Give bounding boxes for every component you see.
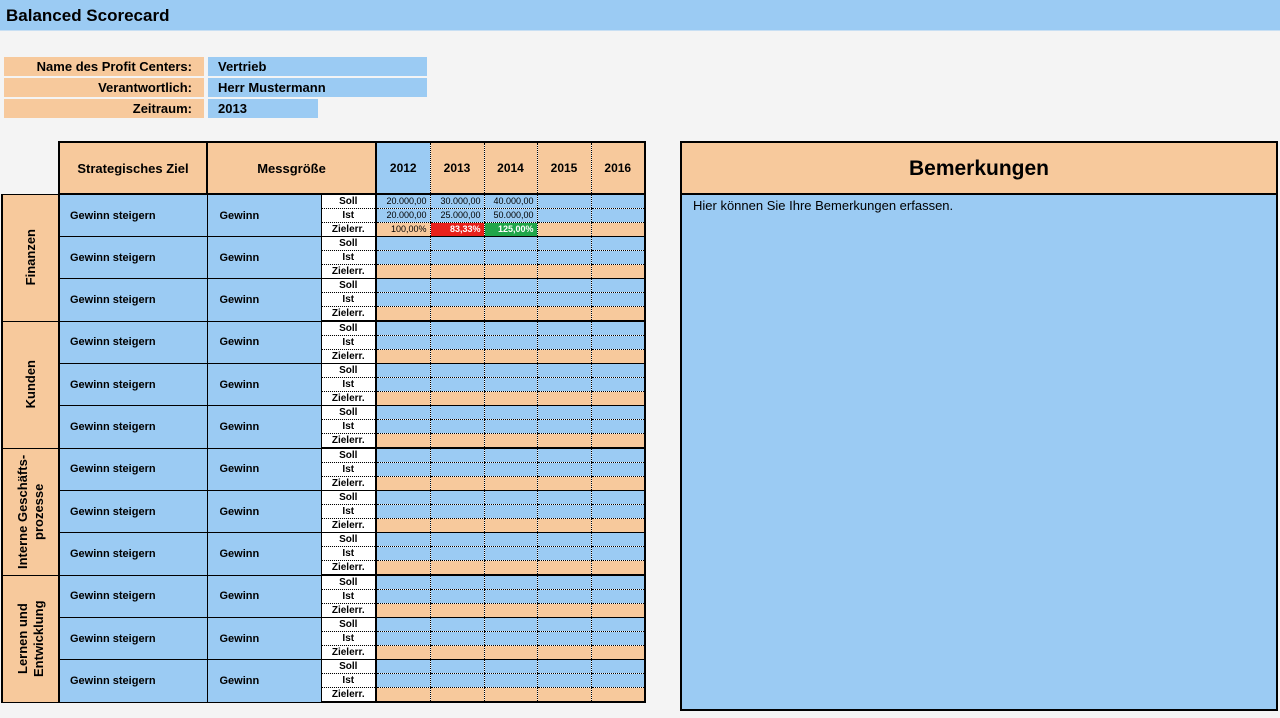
value-cell[interactable] xyxy=(430,251,484,265)
value-cell[interactable] xyxy=(537,350,591,364)
row-kind-label: Soll xyxy=(321,406,376,420)
value-cell[interactable] xyxy=(376,336,430,350)
goal-cell[interactable]: Gewinn steigern xyxy=(59,448,207,491)
value-cell[interactable]: 50.000,00 xyxy=(484,209,537,223)
value-cell[interactable] xyxy=(591,477,645,491)
goal-cell[interactable]: Gewinn steigern xyxy=(59,237,207,279)
info-value-responsible[interactable]: Herr Mustermann xyxy=(208,78,427,97)
value-cell[interactable] xyxy=(591,336,645,350)
measure-cell[interactable]: Gewinn xyxy=(207,660,321,703)
row-kind-label: Ist xyxy=(321,547,376,561)
value-cell[interactable] xyxy=(376,590,430,604)
value-cell[interactable] xyxy=(430,448,484,463)
value-cell[interactable] xyxy=(430,237,484,251)
value-cell[interactable] xyxy=(376,674,430,688)
value-cell[interactable] xyxy=(430,279,484,293)
col-header-year: 2014 xyxy=(484,142,537,194)
value-cell[interactable] xyxy=(430,533,484,547)
value-cell[interactable] xyxy=(537,194,591,209)
value-cell[interactable] xyxy=(484,575,537,590)
value-cell[interactable]: 20.000,00 xyxy=(376,194,430,209)
value-cell[interactable] xyxy=(376,604,430,618)
value-cell[interactable] xyxy=(376,491,430,505)
value-cell[interactable] xyxy=(591,378,645,392)
value-cell[interactable]: 100,00% xyxy=(376,223,430,237)
value-cell[interactable] xyxy=(484,307,537,322)
row-kind-label: Zielerr. xyxy=(321,265,376,279)
row-kind-label: Zielerr. xyxy=(321,646,376,660)
value-cell[interactable] xyxy=(430,618,484,632)
goal-cell[interactable]: Gewinn steigern xyxy=(59,660,207,703)
value-cell[interactable] xyxy=(430,688,484,703)
value-cell[interactable] xyxy=(376,350,430,364)
value-cell[interactable] xyxy=(430,265,484,279)
row-kind-label: Zielerr. xyxy=(321,477,376,491)
value-cell[interactable] xyxy=(537,364,591,378)
info-value-period[interactable]: 2013 xyxy=(208,99,318,118)
value-cell[interactable] xyxy=(591,688,645,703)
value-cell[interactable] xyxy=(376,251,430,265)
value-cell[interactable] xyxy=(484,688,537,703)
value-cell[interactable] xyxy=(376,265,430,279)
col-header-year: 2015 xyxy=(537,142,591,194)
value-cell[interactable] xyxy=(376,575,430,590)
value-cell[interactable] xyxy=(591,209,645,223)
row-kind-label: Soll xyxy=(321,279,376,293)
remarks-title: Bemerkungen xyxy=(682,143,1276,195)
value-cell[interactable] xyxy=(591,420,645,434)
value-cell[interactable] xyxy=(430,364,484,378)
page-title: Balanced Scorecard xyxy=(6,6,170,25)
info-label-period: Zeitraum: xyxy=(4,99,204,118)
row-kind-label: Soll xyxy=(321,237,376,251)
value-cell[interactable] xyxy=(430,519,484,533)
value-cell[interactable] xyxy=(537,392,591,406)
goal-cell[interactable]: Gewinn steigern xyxy=(59,491,207,533)
value-cell[interactable] xyxy=(484,547,537,561)
value-cell[interactable] xyxy=(376,477,430,491)
value-cell[interactable]: 40.000,00 xyxy=(484,194,537,209)
value-cell[interactable] xyxy=(591,646,645,660)
row-kind-label: Ist xyxy=(321,378,376,392)
value-cell[interactable] xyxy=(484,364,537,378)
value-cell[interactable] xyxy=(591,223,645,237)
value-cell[interactable] xyxy=(537,336,591,350)
value-cell[interactable] xyxy=(484,646,537,660)
row-kind-label: Zielerr. xyxy=(321,519,376,533)
row-kind-label: Soll xyxy=(321,321,376,336)
col-header-year: 2016 xyxy=(591,142,645,194)
goal-cell[interactable]: Gewinn steigern xyxy=(59,279,207,322)
value-cell[interactable] xyxy=(591,575,645,590)
goal-cell[interactable]: Gewinn steigern xyxy=(59,194,207,237)
value-cell[interactable] xyxy=(376,561,430,576)
value-cell[interactable] xyxy=(484,336,537,350)
value-cell[interactable] xyxy=(537,223,591,237)
value-cell[interactable] xyxy=(591,251,645,265)
col-header-measure: Messgröße xyxy=(207,142,376,194)
value-cell[interactable] xyxy=(484,561,537,576)
value-cell[interactable] xyxy=(537,307,591,322)
value-cell[interactable] xyxy=(591,364,645,378)
value-cell[interactable] xyxy=(591,618,645,632)
value-cell[interactable] xyxy=(484,321,537,336)
value-cell[interactable] xyxy=(376,434,430,449)
row-kind-label: Soll xyxy=(321,364,376,378)
row-kind-label: Soll xyxy=(321,660,376,674)
value-cell[interactable] xyxy=(376,688,430,703)
value-cell[interactable] xyxy=(591,321,645,336)
value-cell[interactable] xyxy=(484,251,537,265)
value-cell[interactable] xyxy=(484,477,537,491)
row-kind-label: Soll xyxy=(321,575,376,590)
value-cell[interactable] xyxy=(484,632,537,646)
perspective-label: Lernen und Entwicklung xyxy=(2,575,59,702)
value-cell[interactable] xyxy=(484,463,537,477)
value-cell[interactable] xyxy=(376,321,430,336)
value-cell[interactable] xyxy=(537,434,591,449)
row-kind-label: Ist xyxy=(321,463,376,477)
value-cell[interactable] xyxy=(376,364,430,378)
value-cell[interactable] xyxy=(484,265,537,279)
value-cell[interactable] xyxy=(537,420,591,434)
value-cell[interactable] xyxy=(430,547,484,561)
value-cell[interactable] xyxy=(591,350,645,364)
col-header-goal: Strategisches Ziel xyxy=(59,142,207,194)
value-cell[interactable] xyxy=(430,632,484,646)
row-kind-label: Soll xyxy=(321,618,376,632)
measure-cell[interactable]: Gewinn xyxy=(207,491,321,533)
value-cell[interactable] xyxy=(430,590,484,604)
value-cell[interactable]: 125,00% xyxy=(484,223,537,237)
value-cell[interactable] xyxy=(430,350,484,364)
value-cell[interactable] xyxy=(376,646,430,660)
measure-cell[interactable]: Gewinn xyxy=(207,194,321,237)
row-kind-label: Ist xyxy=(321,420,376,434)
goal-cell[interactable]: Gewinn steigern xyxy=(59,575,207,618)
row-kind-label: Zielerr. xyxy=(321,223,376,237)
value-cell[interactable] xyxy=(591,463,645,477)
value-cell[interactable] xyxy=(484,406,537,420)
row-kind-label: Zielerr. xyxy=(321,350,376,364)
value-cell[interactable] xyxy=(537,561,591,576)
value-cell[interactable] xyxy=(430,378,484,392)
goal-cell[interactable]: Gewinn steigern xyxy=(59,364,207,406)
value-cell[interactable] xyxy=(430,674,484,688)
row-kind-label: Zielerr. xyxy=(321,307,376,322)
value-cell[interactable] xyxy=(430,477,484,491)
row-kind-label: Zielerr. xyxy=(321,561,376,576)
value-cell[interactable] xyxy=(537,265,591,279)
value-cell[interactable] xyxy=(591,237,645,251)
title-bar xyxy=(0,0,1280,31)
value-cell[interactable] xyxy=(591,561,645,576)
value-cell[interactable]: 20.000,00 xyxy=(376,209,430,223)
value-cell[interactable] xyxy=(537,251,591,265)
value-cell[interactable] xyxy=(537,491,591,505)
value-cell[interactable] xyxy=(376,406,430,420)
value-cell[interactable] xyxy=(537,505,591,519)
value-cell[interactable] xyxy=(484,604,537,618)
remarks-panel xyxy=(680,141,1278,711)
goal-cell[interactable]: Gewinn steigern xyxy=(59,533,207,576)
value-cell[interactable] xyxy=(430,491,484,505)
perspective-label: Kunden xyxy=(2,321,59,448)
value-cell[interactable] xyxy=(376,660,430,674)
row-kind-label: Ist xyxy=(321,674,376,688)
value-cell[interactable] xyxy=(430,575,484,590)
value-cell[interactable] xyxy=(430,463,484,477)
value-cell[interactable] xyxy=(537,646,591,660)
value-cell[interactable] xyxy=(537,547,591,561)
value-cell[interactable] xyxy=(537,463,591,477)
value-cell[interactable] xyxy=(484,378,537,392)
value-cell[interactable] xyxy=(591,533,645,547)
row-kind-label: Zielerr. xyxy=(321,392,376,406)
value-cell[interactable] xyxy=(591,392,645,406)
row-kind-label: Ist xyxy=(321,336,376,350)
value-cell[interactable] xyxy=(376,618,430,632)
goal-cell[interactable]: Gewinn steigern xyxy=(59,406,207,449)
row-kind-label: Ist xyxy=(321,590,376,604)
value-cell[interactable] xyxy=(537,378,591,392)
value-cell[interactable] xyxy=(376,307,430,322)
value-cell[interactable] xyxy=(537,632,591,646)
value-cell[interactable] xyxy=(376,533,430,547)
remarks-text[interactable]: Hier können Sie Ihre Bemerkungen erfassen. xyxy=(693,198,954,213)
goal-cell[interactable]: Gewinn steigern xyxy=(59,618,207,660)
measure-cell[interactable]: Gewinn xyxy=(207,406,321,449)
value-cell[interactable] xyxy=(537,209,591,223)
value-cell[interactable] xyxy=(484,519,537,533)
col-header-year: 2013 xyxy=(430,142,484,194)
scorecard-table xyxy=(1,141,646,703)
value-cell[interactable] xyxy=(484,420,537,434)
value-cell[interactable] xyxy=(537,448,591,463)
measure-cell[interactable]: Gewinn xyxy=(207,448,321,491)
perspective-label: Finanzen xyxy=(2,194,59,321)
value-cell[interactable] xyxy=(376,392,430,406)
row-kind-label: Ist xyxy=(321,251,376,265)
value-cell[interactable] xyxy=(591,674,645,688)
goal-cell[interactable]: Gewinn steigern xyxy=(59,321,207,364)
value-cell[interactable] xyxy=(376,448,430,463)
value-cell[interactable] xyxy=(591,604,645,618)
value-cell[interactable] xyxy=(484,293,537,307)
row-kind-label: Soll xyxy=(321,533,376,547)
value-cell[interactable] xyxy=(591,434,645,449)
value-cell[interactable] xyxy=(484,491,537,505)
measure-cell[interactable]: Gewinn xyxy=(207,237,321,279)
value-cell[interactable] xyxy=(376,632,430,646)
measure-cell[interactable]: Gewinn xyxy=(207,533,321,576)
value-cell[interactable] xyxy=(591,265,645,279)
row-kind-label: Zielerr. xyxy=(321,434,376,449)
value-cell[interactable] xyxy=(591,632,645,646)
value-cell[interactable] xyxy=(430,392,484,406)
value-cell[interactable] xyxy=(537,533,591,547)
value-cell[interactable] xyxy=(591,491,645,505)
value-cell[interactable] xyxy=(376,420,430,434)
value-cell[interactable] xyxy=(591,406,645,420)
value-cell[interactable] xyxy=(430,406,484,420)
value-cell[interactable] xyxy=(591,293,645,307)
value-cell[interactable] xyxy=(591,660,645,674)
value-cell[interactable]: 83,33% xyxy=(430,223,484,237)
value-cell[interactable] xyxy=(484,434,537,449)
value-cell[interactable] xyxy=(484,448,537,463)
value-cell[interactable] xyxy=(537,279,591,293)
measure-cell[interactable]: Gewinn xyxy=(207,279,321,322)
value-cell[interactable] xyxy=(430,660,484,674)
value-cell[interactable] xyxy=(484,392,537,406)
value-cell[interactable] xyxy=(484,618,537,632)
value-cell[interactable] xyxy=(430,336,484,350)
measure-cell[interactable]: Gewinn xyxy=(207,364,321,406)
row-kind-label: Ist xyxy=(321,505,376,519)
value-cell[interactable] xyxy=(430,293,484,307)
value-cell[interactable] xyxy=(376,547,430,561)
row-kind-label: Ist xyxy=(321,209,376,223)
value-cell[interactable] xyxy=(430,434,484,449)
value-cell[interactable] xyxy=(376,279,430,293)
value-cell[interactable] xyxy=(591,590,645,604)
measure-cell[interactable]: Gewinn xyxy=(207,575,321,618)
value-cell[interactable] xyxy=(430,307,484,322)
value-cell[interactable] xyxy=(430,604,484,618)
row-kind-label: Ist xyxy=(321,632,376,646)
value-cell[interactable] xyxy=(591,505,645,519)
value-cell[interactable] xyxy=(376,378,430,392)
value-cell[interactable] xyxy=(537,477,591,491)
value-cell[interactable] xyxy=(537,660,591,674)
value-cell[interactable] xyxy=(430,646,484,660)
row-kind-label: Zielerr. xyxy=(321,604,376,618)
value-cell[interactable] xyxy=(537,618,591,632)
row-kind-label: Zielerr. xyxy=(321,688,376,703)
value-cell[interactable] xyxy=(376,463,430,477)
corner-cell xyxy=(2,142,59,194)
value-cell[interactable] xyxy=(484,350,537,364)
info-value-profit-center[interactable]: Vertrieb xyxy=(208,57,427,76)
value-cell[interactable]: 25.000,00 xyxy=(430,209,484,223)
value-cell[interactable] xyxy=(537,674,591,688)
value-cell[interactable] xyxy=(430,505,484,519)
value-cell[interactable] xyxy=(591,194,645,209)
value-cell[interactable] xyxy=(537,688,591,703)
col-header-year: 2012 xyxy=(376,142,430,194)
value-cell[interactable] xyxy=(591,448,645,463)
value-cell[interactable] xyxy=(484,237,537,251)
value-cell[interactable] xyxy=(591,519,645,533)
value-cell[interactable] xyxy=(430,321,484,336)
value-cell[interactable] xyxy=(430,420,484,434)
value-cell[interactable] xyxy=(537,590,591,604)
info-label-profit-center: Name des Profit Centers: xyxy=(4,57,204,76)
measure-cell[interactable]: Gewinn xyxy=(207,321,321,364)
row-kind-label: Soll xyxy=(321,194,376,209)
value-cell[interactable] xyxy=(484,674,537,688)
row-kind-label: Soll xyxy=(321,491,376,505)
row-kind-label: Ist xyxy=(321,293,376,307)
value-cell[interactable] xyxy=(484,590,537,604)
value-cell[interactable] xyxy=(537,237,591,251)
value-cell[interactable] xyxy=(537,575,591,590)
value-cell[interactable] xyxy=(376,505,430,519)
value-cell[interactable] xyxy=(484,660,537,674)
value-cell[interactable] xyxy=(537,519,591,533)
value-cell[interactable] xyxy=(484,505,537,519)
value-cell[interactable] xyxy=(484,279,537,293)
value-cell[interactable] xyxy=(376,237,430,251)
value-cell[interactable] xyxy=(591,307,645,322)
value-cell[interactable] xyxy=(376,293,430,307)
row-kind-label: Soll xyxy=(321,448,376,463)
value-cell[interactable] xyxy=(484,533,537,547)
value-cell[interactable] xyxy=(591,279,645,293)
value-cell[interactable] xyxy=(376,519,430,533)
measure-cell[interactable]: Gewinn xyxy=(207,618,321,660)
value-cell[interactable] xyxy=(591,547,645,561)
value-cell[interactable] xyxy=(537,293,591,307)
value-cell[interactable] xyxy=(537,406,591,420)
value-cell[interactable] xyxy=(537,321,591,336)
value-cell[interactable]: 30.000,00 xyxy=(430,194,484,209)
perspective-label: Interne Geschäfts-prozesse xyxy=(2,448,59,575)
value-cell[interactable] xyxy=(537,604,591,618)
value-cell[interactable] xyxy=(430,561,484,576)
info-label-responsible: Verantwortlich: xyxy=(4,78,204,97)
